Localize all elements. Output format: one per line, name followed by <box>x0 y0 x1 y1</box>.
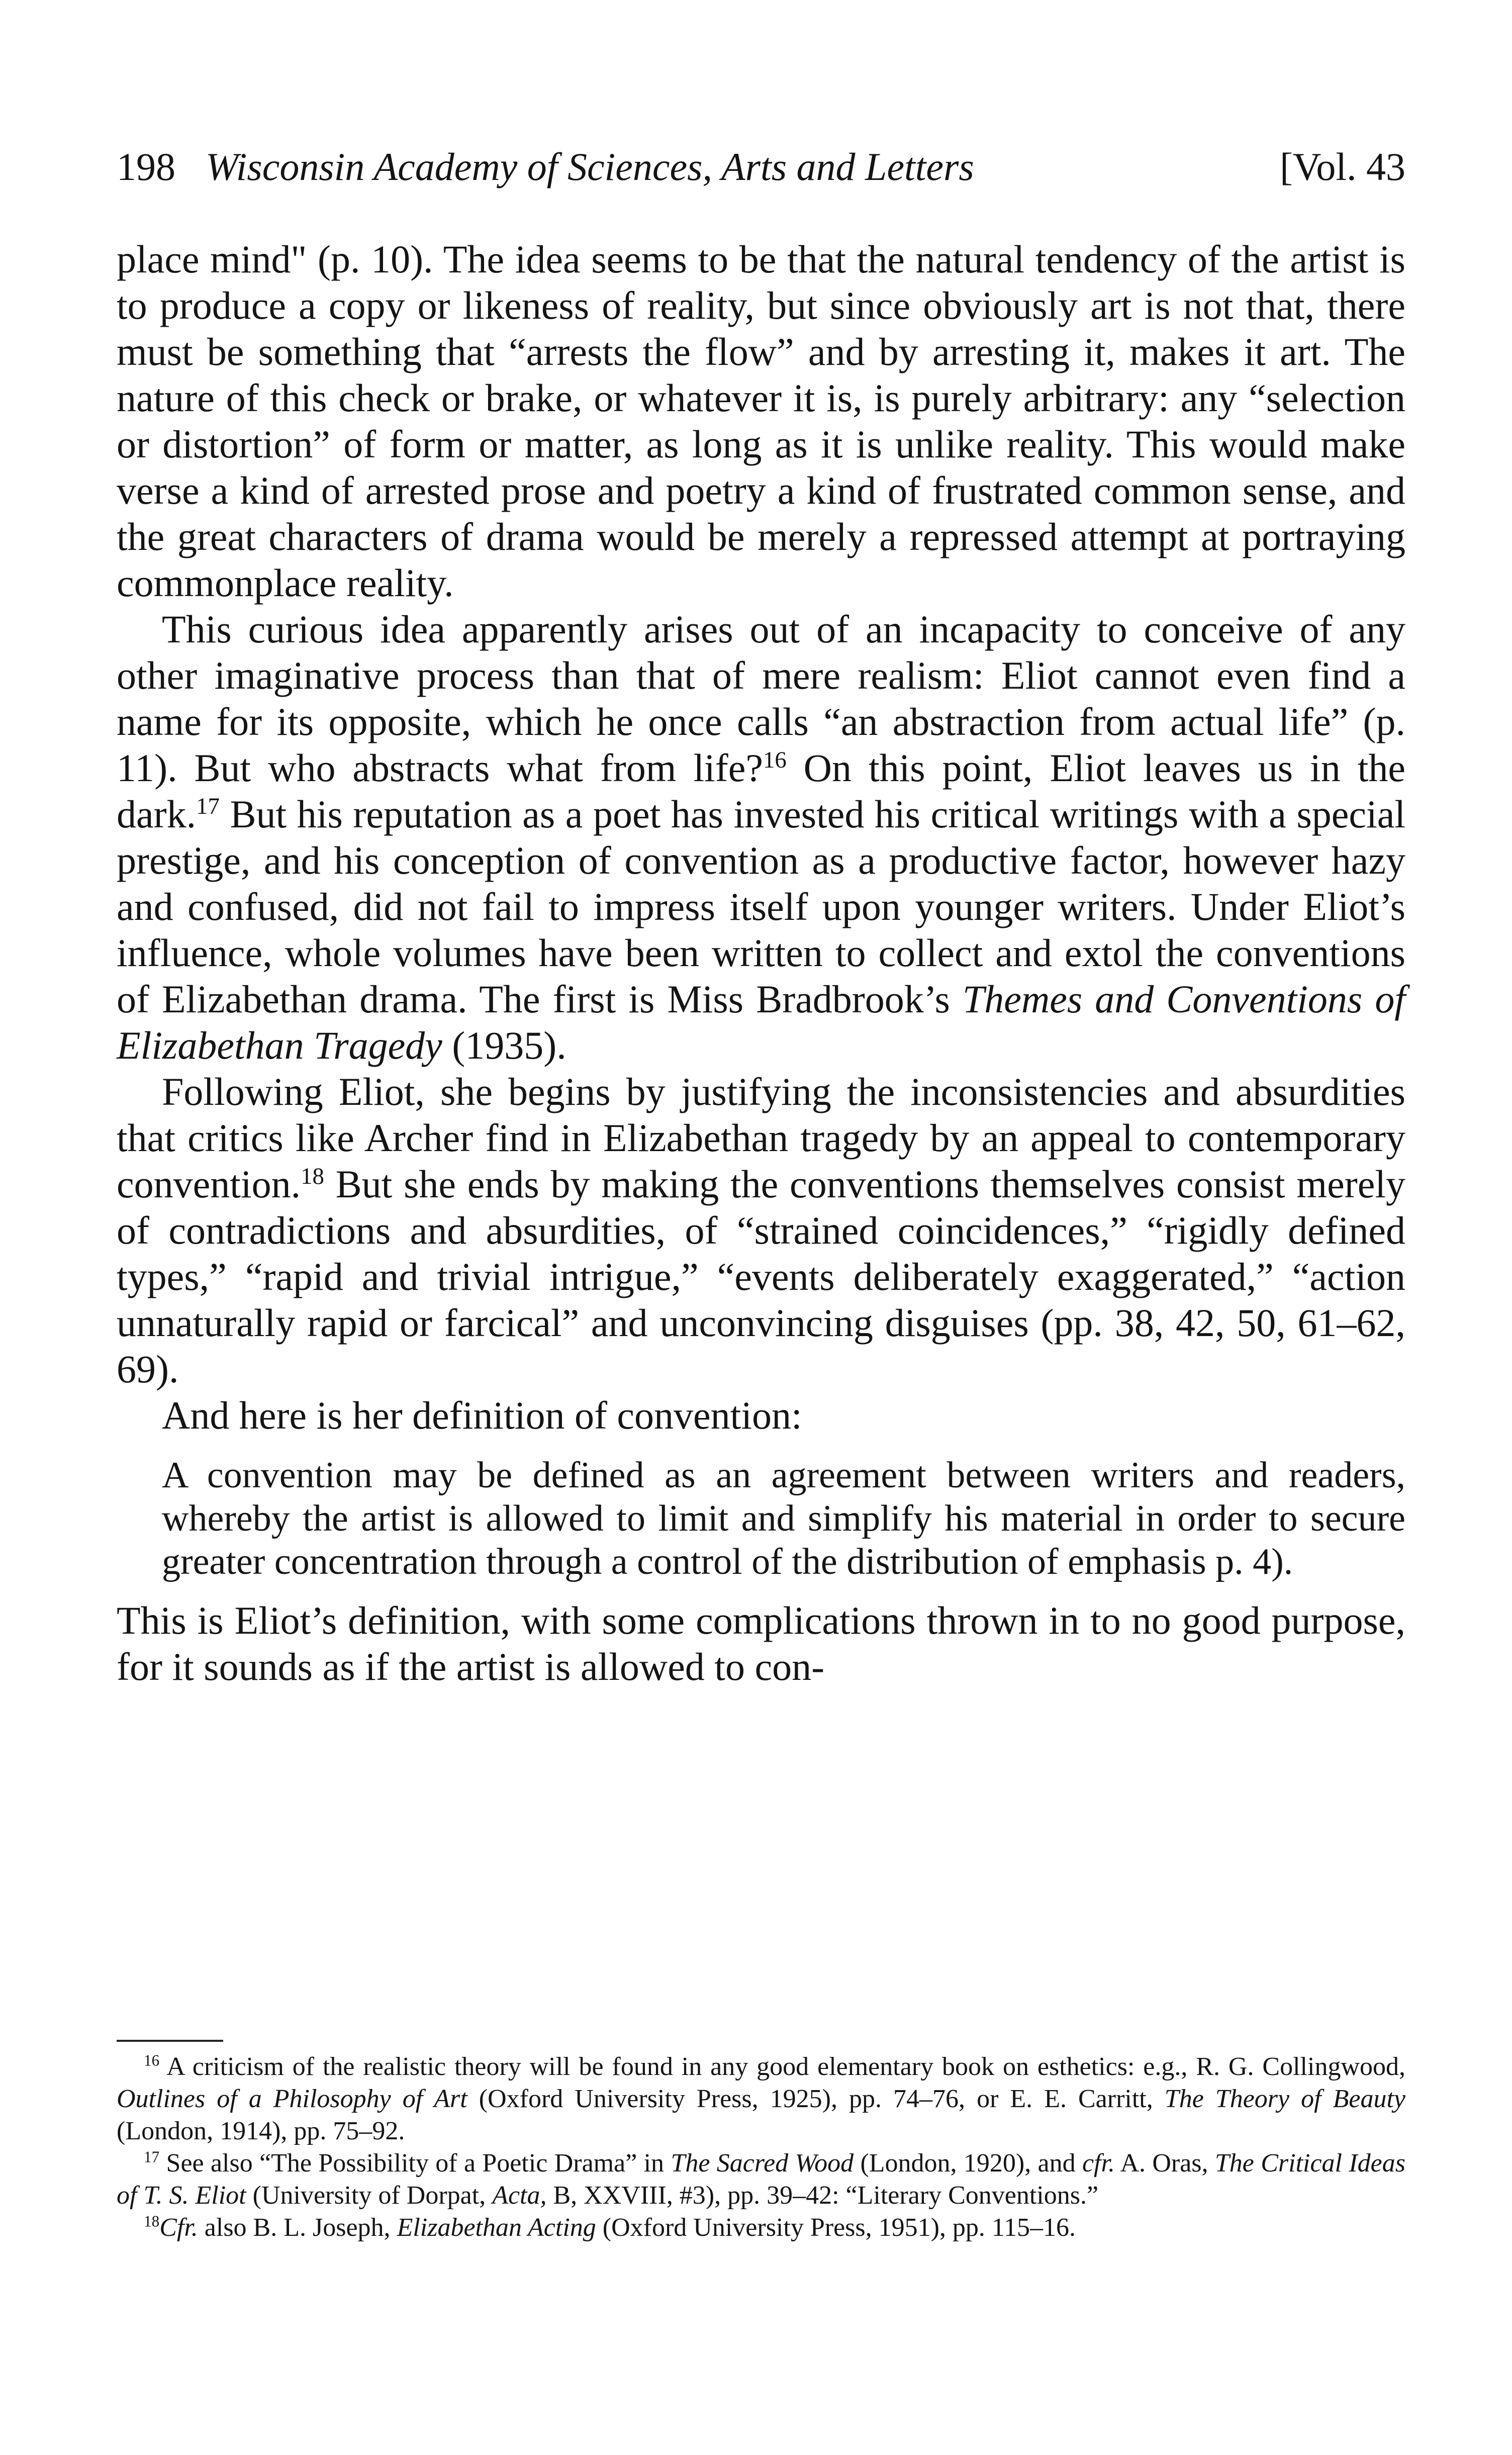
footnote-ref-17: 17 <box>196 793 220 819</box>
footnote-16-text-b: (Oxford University Press, 1925), pp. 74–76, or E. E. Carritt, <box>467 2085 1165 2113</box>
paragraph-5: This is Eliot’s definition, with some complications thrown in to no good purpose, for it sounds as if the artist is allowed to con- <box>117 1598 1405 1688</box>
paragraph-1: place mind" (p. 10). The idea seems to be that the natural tendency of the artist is to produce a copy or likeness of reality, but since obviously art is not that, there must be something that “arrests the flow” and by arresting it, makes it art. The nature of this check or brake, or whatever it is, is purely arbitrary: any “selection or distortion” of form or matter, as long as it is unlike reality. This would make verse a kind of arrested prose and poetry a kind of frustrated common sense, and the great characters of drama would be merely a repressed attempt at portraying commonplace reality. <box>117 237 1405 605</box>
footnote-rule <box>117 2040 223 2042</box>
header-left <box>117 142 974 192</box>
footnote-17-text-b: (London, 1920), and <box>854 2149 1082 2178</box>
footnote-ref-16: 16 <box>763 747 787 773</box>
footnote-17-title-2: The Critical Ideas of T. S. Eliot <box>117 2149 1405 2210</box>
paragraph-3-text-b: But she ends by making the conventions themselves consist merely of contradictions and absurdities, of “strained coincidences,” “rigidly defined types,” “rapid and trivial intrigue,” “events deliberately exaggerated,” “action unnaturally rapid or farcical” and unconvincing disguises (pp. 38, 42, 50, 61–62, 69). <box>117 1162 1405 1391</box>
footnote-17 <box>117 2147 1405 2212</box>
footnote-17-title-1: The Sacred Wood <box>671 2149 854 2178</box>
footnote-18-text-b: (Oxford University Press, 1951), pp. 115–16. <box>596 2213 1076 2242</box>
footnote-16-number: 16 <box>144 2051 160 2069</box>
paragraph-3-text-a: Following Eliot, she begins by justifying the inconsistencies and absurdities that critics like Archer find in Elizabethan tragedy by an appeal to contemporary convention. <box>117 1070 1405 1206</box>
paragraph-2-text-d: (1935). <box>442 1023 566 1067</box>
journal-title: Wisconsin Academy of Sciences, Arts and Letters <box>206 145 974 188</box>
footnote-18-cfr: Cfr. <box>159 2213 198 2242</box>
footnote-17-text-d: (University of Dorpat, <box>246 2181 493 2210</box>
footnote-17-text-a: See also “The Possibility of a Poetic Drama” in <box>159 2149 671 2178</box>
footnote-16-title-2: The Theory of Beauty <box>1164 2085 1406 2113</box>
paragraph-2-text-c: But his reputation as a poet has invested his critical writings with a special prestige, and his conception of convention as a productive factor, however hazy and confused, did not fail to impress itself upon younger writers. Under Eliot’s influence, whole volumes have been written to collect and extol the conventions of Elizabethan drama. The first is Miss Bradbrook’s <box>117 792 1405 1021</box>
footnote-17-text-e: B, XXVIII, #3), pp. 39–42: “Literary Conventions.” <box>546 2181 1099 2210</box>
footnote-16-text-c: (London, 1914), pp. 75–92. <box>117 2117 405 2145</box>
footnotes <box>117 2051 1405 2244</box>
paragraph-2-text-a: This curious idea apparently arises out of an incapacity to conceive of any other imaginative process than that of mere realism: Eliot cannot even find a name for its opposite, which he once calls “an abstraction from actual life” (p. 11). But who abstracts what from life? <box>117 607 1405 790</box>
footnote-17-cfr: cfr. <box>1082 2149 1115 2178</box>
footnote-18-title: Elizabethan Acting <box>397 2213 596 2242</box>
footnote-17-number: 17 <box>144 2148 160 2166</box>
footnote-ref-18: 18 <box>301 1163 324 1189</box>
running-header <box>117 142 1405 192</box>
footnote-18 <box>117 2212 1405 2244</box>
volume-label: [Vol. 43 <box>1280 145 1405 188</box>
footnote-16-text-a: A criticism of the realistic theory will be found in any good elementary book on esthetics: e.g., R. G. Collingwood, <box>159 2052 1405 2081</box>
paragraph-3 <box>117 1069 1405 1392</box>
paragraph-2-text-b: On this point, Eliot leaves us in the dark. <box>117 746 1405 836</box>
footnote-17-acta: Acta, <box>492 2181 547 2210</box>
paragraph-4: And here is her definition of convention: <box>162 1393 802 1437</box>
footnote-16-title-1: Outlines of a Philosophy of Art <box>117 2085 467 2113</box>
footnote-18-text-a: also B. L. Joseph, <box>198 2213 397 2242</box>
book-title: Themes and Conventions of Elizabethan Tragedy <box>117 977 1405 1067</box>
block-quote: A convention may be defined as an agreement between writers and readers, whereby the artist is allowed to limit and simplify his material in order to secure greater concentration through a control of the distribution of emphasis p. 4). <box>162 1455 1405 1582</box>
paragraph-2 <box>117 606 1405 1069</box>
footnote-18-number: 18 <box>144 2212 160 2230</box>
footnote-16 <box>117 2051 1405 2147</box>
body-text <box>117 236 1405 1690</box>
page-number: 198 <box>117 145 175 188</box>
footnote-17-text-c: A. Oras, <box>1114 2149 1215 2178</box>
